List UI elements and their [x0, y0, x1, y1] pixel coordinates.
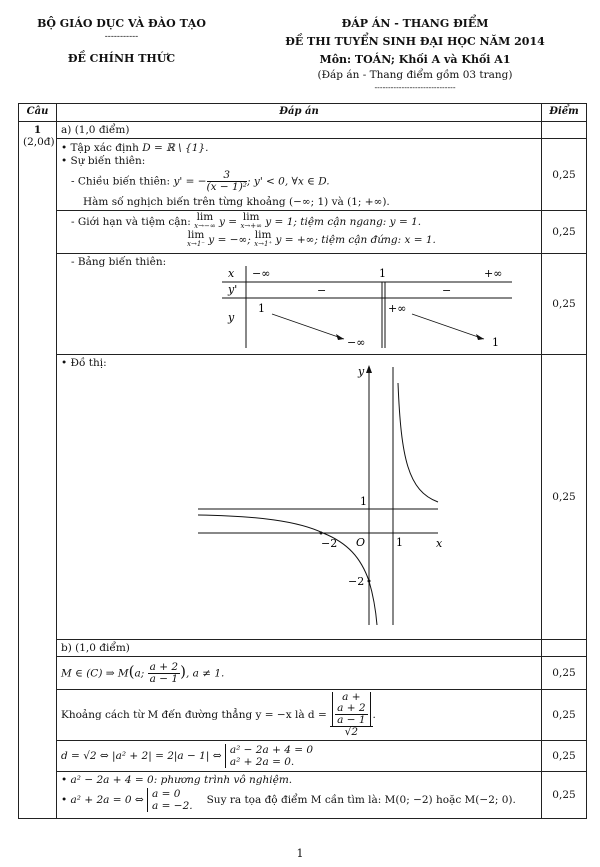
- ministry-name: BỘ GIÁO DỤC VÀ ĐÀO TẠO: [37, 17, 206, 30]
- limit-line-2: [61, 231, 537, 249]
- limit-1-a: y =: [215, 216, 241, 228]
- score-cell: 0,25: [542, 772, 587, 819]
- case-1: • a² − 2a + 4 = 0: phương trình vô nghiệm.: [61, 774, 293, 786]
- score-cell: 0,25: [542, 139, 587, 211]
- col-header-diem: Điểm: [542, 104, 587, 122]
- graph-label: • Đồ thị:: [61, 357, 107, 369]
- lim-sub-2: x→+∞: [240, 222, 262, 230]
- pages-note: (Đáp án - Thang điểm gồm 03 trang): [317, 69, 513, 81]
- score-cell: 0,25: [542, 254, 587, 355]
- equation-text: d = √2 ⇔ |a² + 2| = 2|a − 1| ⇔: [61, 750, 225, 762]
- lim-1-minus: [187, 231, 205, 249]
- vt-arrowhead-left: [336, 334, 344, 340]
- official-label: ĐỀ CHÍNH THỨC: [67, 52, 176, 65]
- system-1-a: a² − 2a + 4 = 0: [229, 744, 314, 756]
- inner-fraction: [335, 703, 367, 726]
- derivative-fraction: [207, 170, 247, 193]
- graph-y-tick-m2: −2: [348, 575, 365, 588]
- vt-x-neg-inf: −∞: [252, 267, 271, 280]
- distance-denominator: √2: [344, 726, 359, 738]
- variation-table-label: - Bảng biến thiên:: [71, 256, 167, 268]
- exam-title: ĐỀ THI TUYỂN SINH ĐẠI HỌC NĂM 2014: [285, 35, 545, 48]
- answer-title: ĐÁP ÁN - THANG ĐIỂM: [341, 17, 489, 30]
- conclusion-cell: [57, 772, 542, 819]
- vt-x-label: x: [228, 267, 235, 280]
- limit-line-1: [61, 213, 537, 231]
- question-points: (2,0đ): [23, 136, 55, 148]
- lim-word: lim: [242, 211, 260, 223]
- col-header-dapan: Đáp án: [57, 104, 542, 122]
- domain-expr: D = ℝ \ {1}.: [142, 142, 209, 154]
- inner-den: a − 1: [337, 714, 366, 726]
- vt-y-left-end: −∞: [347, 336, 366, 348]
- coord-a: a;: [134, 667, 148, 679]
- vt-yprime-label: y': [228, 283, 238, 296]
- vt-arrowhead-right: [476, 334, 484, 340]
- graph-x-tick-1: 1: [396, 536, 403, 549]
- point-on-curve-cell: [57, 657, 542, 690]
- point-m2-0: [320, 532, 323, 535]
- y-axis-arrow: [366, 365, 372, 373]
- score-cell: 0,25: [542, 355, 587, 640]
- distance-cell: [57, 690, 542, 741]
- lim-sub-4: x→1⁺: [254, 240, 273, 248]
- paren-close: ): [180, 662, 186, 680]
- part-b-heading: b) (1,0 điểm): [57, 640, 542, 657]
- lim-1-plus: [254, 231, 272, 249]
- domain-label: • Tập xác định: [61, 142, 143, 154]
- page-number: 1: [296, 847, 304, 860]
- inner-num: a + 2: [337, 702, 366, 714]
- lim-word: lim: [196, 211, 214, 223]
- system-2-a: a = 0: [152, 788, 181, 800]
- limit-2-b: y = +∞; tiệm cận đứng: x = 1.: [272, 234, 436, 246]
- direction-line: [61, 170, 537, 193]
- graph-origin-label: O: [356, 536, 366, 549]
- vt-x-one: 1: [379, 267, 386, 280]
- derivative-rest: ; y' < 0, ∀x ∈ D.: [247, 175, 330, 188]
- derivative-num: 3: [207, 170, 247, 182]
- function-graph: [198, 363, 448, 633]
- empty-score: [542, 122, 587, 139]
- limit-2-a: y = −∞;: [204, 234, 255, 246]
- abs-a: a +: [342, 691, 361, 703]
- variation-table: [222, 264, 522, 348]
- paren-open: (: [128, 662, 135, 680]
- variation-table-cell: [57, 254, 542, 355]
- empty-score: [542, 640, 587, 657]
- vt-arrow-right: [412, 314, 484, 339]
- distance-text: Khoảng cách từ M đến đường thẳng y = −x là d =: [61, 709, 331, 721]
- lim-sub-1: x→−∞: [194, 222, 216, 230]
- vt-y-label: y: [228, 311, 235, 324]
- limit-1-b: y = 1; tiệm cận ngang: y = 1.: [261, 216, 422, 228]
- system-2-b: a = −2.: [152, 800, 193, 812]
- coord-tail: , a ≠ 1.: [185, 667, 225, 679]
- score-cell: 0,25: [542, 657, 587, 690]
- period: .: [372, 709, 376, 721]
- question-number: 1: [33, 124, 42, 136]
- graph-x-tick-m2: −2: [321, 537, 338, 550]
- coord-fraction: [148, 662, 180, 685]
- answer-table: [18, 103, 587, 819]
- limits-cell: [57, 211, 542, 254]
- point-0-m2: [368, 580, 371, 583]
- curve-right-branch: [398, 383, 438, 502]
- vt-y-right-start: +∞: [388, 302, 407, 315]
- graph-y-label: y: [358, 365, 365, 378]
- vt-arrow-left: [272, 314, 344, 339]
- question-cell: [19, 122, 57, 819]
- domain-and-direction: [57, 139, 542, 211]
- curve-left-branch: [198, 515, 377, 625]
- vt-sign-right: −: [442, 284, 452, 297]
- direction-label: - Chiều biến thiên:: [71, 175, 174, 188]
- limits-label: - Giới hạn và tiệm cận:: [71, 216, 195, 228]
- membership: M ∈ (C) ⇒ M: [61, 667, 129, 679]
- vt-y-right-end: 1: [492, 336, 499, 348]
- system-1: [225, 744, 313, 768]
- coord-num: a + 2: [149, 660, 179, 673]
- ministry-divider: -----------: [104, 32, 139, 42]
- abs-expr: [332, 692, 370, 726]
- part-a-heading: a) (1,0 điểm): [57, 122, 542, 139]
- derivative-den: (x − 1)²: [206, 181, 248, 193]
- score-cell: 0,25: [542, 741, 587, 772]
- graph-y-tick-1: 1: [360, 495, 367, 508]
- subject-line: Môn: TOÁN; Khối A và Khối A1: [319, 53, 511, 66]
- graph-cell: [57, 355, 542, 640]
- case-2-pre: • a² + 2a = 0 ⇔: [61, 794, 148, 806]
- lim-sub-3: x→1⁻: [187, 240, 205, 248]
- title-underline: ------------------------------: [374, 83, 456, 92]
- distance-numerator: [330, 692, 372, 727]
- lim-word: lim: [254, 229, 272, 241]
- coord-den: a − 1: [149, 672, 179, 685]
- system-2: [147, 788, 193, 812]
- vt-sign-left: −: [317, 284, 327, 297]
- derivative-lhs: y' = −: [173, 175, 207, 188]
- system-1-b: a² + 2a = 0.: [229, 756, 295, 768]
- equation-cell: [57, 741, 542, 772]
- lim-word: lim: [187, 229, 205, 241]
- score-cell: 0,25: [542, 690, 587, 741]
- case-2-tail: Suy ra tọa độ điểm M cần tìm là: M(0; −2) hoặc M(−2; 0).: [206, 794, 516, 806]
- distance-fraction: [330, 692, 372, 738]
- score-cell: 0,25: [542, 211, 587, 254]
- graph-x-label: x: [436, 537, 443, 550]
- case-2: [61, 788, 537, 812]
- decreasing-statement: Hàm số nghịch biến trên từng khoảng (−∞; 1) và (1; +∞).: [83, 196, 390, 208]
- vt-x-pos-inf: +∞: [484, 267, 503, 280]
- variation-label: • Sự biến thiên:: [61, 155, 146, 167]
- vt-y-left-start: 1: [258, 302, 265, 315]
- col-header-cau: Câu: [19, 104, 57, 122]
